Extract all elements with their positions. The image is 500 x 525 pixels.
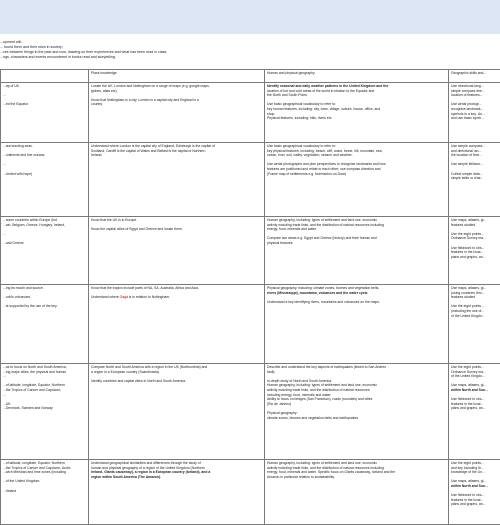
table-cell-col3 [265, 460, 449, 525]
table-cell-col2 [89, 83, 265, 143]
table-cell-col4 [449, 460, 500, 525]
cell-line: ...surrounding seas. [3, 144, 86, 149]
cell-line: features are positioned and relate to each other; use compass direction and [267, 167, 446, 172]
cell-line: energy, food, minerals and water. Specific focus on Giants causeway, Iceland and the [267, 470, 446, 475]
cell-line: (Frame map of settlements e.g. Normanton-on-Soar) [267, 172, 446, 177]
cell-line: Use basic geographical vocabulary to refer to: [267, 102, 446, 107]
cell-line: location of features... [451, 93, 498, 98]
table-row [1, 217, 500, 285]
cell-line: Use the eight points... [451, 304, 498, 309]
cell-line: ... [3, 162, 86, 167]
cell-line: ...of latitude, longitude, Equator, Northern [3, 383, 86, 388]
cell-line: Use the eight points... [451, 365, 498, 370]
table-cell-col2 [89, 364, 265, 460]
cell-line: country. [91, 102, 262, 107]
cell-line: ...ain, Belgium, Greece, Hungary, Ireland, [3, 223, 86, 228]
header-cell-human-physical: Human and physical geography [265, 70, 449, 83]
cell-line: simple compass dire... [451, 89, 498, 94]
table-cell-col2 [89, 460, 265, 525]
cell-line: ... [3, 393, 86, 398]
cell-line: plans and graphs, an... [451, 255, 498, 260]
cell-line: features in the local... [451, 250, 498, 255]
cell-line: Use simple fieldwor... [451, 162, 498, 167]
cell-line: Describe and understand the key aspects of earthquakes (linked to San Andres [267, 365, 446, 370]
table-cell-col4 [449, 285, 500, 364]
header-cell-stage [1, 70, 89, 83]
cell-line: a region in a European country (Scandinavia). [91, 370, 262, 375]
cell-line: Ability to focus on bridges (San Francisco), roads (roundels) and cities [267, 397, 446, 402]
table-cell-col3 [265, 83, 449, 143]
cell-line: Understand where Gaga is in relation to Nottingham. [91, 295, 262, 300]
cell-line: Use aerial photogr... [451, 102, 498, 107]
cell-line: ...ing major cities, the physical and human [3, 370, 86, 375]
cell-line: (Rio de Janeiro) [267, 402, 446, 407]
cell-line: ...ed the Equator. [3, 102, 86, 107]
cell-line: ...Ireland [3, 489, 86, 494]
table-row [1, 285, 500, 364]
cell-line: ...of the United Kingdom. [3, 479, 86, 484]
intro-line: ...ces between things in the past and now, drawing on their experiences and what has been read in class; [0, 50, 500, 55]
cell-line: Use basic geographical vocabulary to refer to: [267, 144, 446, 149]
table-cell-col4 [449, 364, 500, 460]
cell-line: ...ts supported by the use of the key. [3, 304, 86, 309]
cell-line: the North and South Poles. [267, 93, 446, 98]
cell-line: Know the capital cities of Egypt and Greece and locate them. [91, 227, 262, 232]
cell-line: Ordnance Survey ma... [451, 370, 498, 375]
cell-line: within North and Sou... [451, 484, 498, 489]
table-cell-col2 [89, 143, 265, 217]
table-cell-col1 [1, 460, 89, 525]
cell-line: key physical features, including: beach, cliff, coast, forest, hill, mountain, sea, [267, 149, 446, 154]
cell-line: ...wich Meridian and time zones (including [3, 470, 86, 475]
cell-line: Collect simple data... [451, 172, 498, 177]
cell-line: Amazon in particular relation to sustainability. [267, 475, 446, 480]
cell-line: ... [3, 232, 86, 237]
cell-line: Human geography, including: types of settlement and land use, economic [267, 383, 446, 388]
cell-line: features in the local... [451, 498, 498, 503]
cell-line: Ireland- Giants causeway), a region in a European country (Iceland), and a [91, 470, 262, 475]
table-cell-col4 [449, 217, 500, 285]
cell-line: activity including trade links, and the distribution of natural resources including [267, 223, 446, 228]
cell-line: Human geography, including: types of settlement and land use, economic [267, 218, 446, 223]
cell-line: Use fieldwork to obs... [451, 246, 498, 251]
cell-line: knowledge of the Un... [451, 470, 498, 475]
cell-line: physical features. [267, 241, 446, 246]
cell-line: Use maps, atlases, gl... [451, 286, 498, 291]
cell-line: Understand a key identifying rivers, mountains and volcanoes on the maps. [267, 300, 446, 305]
cell-line: Use fieldwork to obs... [451, 397, 498, 402]
cell-line: ... [3, 93, 86, 98]
cell-line: plans and graphs, an... [451, 406, 498, 411]
intro-line: ...ngs, characters and events encountered in books read and storytelling. [0, 55, 500, 60]
table-cell-col4 [449, 143, 500, 217]
cell-line: Use aerial photographs and plan perspectives to recognise landmarks and how [267, 162, 446, 167]
cell-line: Human geography, including: types of settlement and land use, economic [267, 461, 446, 466]
cell-line: within North and Sou... [451, 388, 498, 393]
cell-line: rivers (Mississippi), mountains, volcanoes and the water cycle. [267, 291, 446, 296]
cell-line: Ireland. [91, 153, 262, 158]
cell-line: features studied [451, 295, 498, 300]
cell-line: Use maps, atlases, gl... [451, 383, 498, 388]
cell-line: globes, atlas etc). [91, 89, 262, 94]
cell-line: Physical geography, including: climate zones, biomes and vegetation belts, [267, 286, 446, 291]
cell-line: ... [3, 374, 86, 379]
cell-line: Use directional lang... [451, 84, 498, 89]
cell-line: of the United Kingdo... [451, 314, 498, 319]
cell-line: and use basic symb... [451, 116, 498, 121]
cell-line: features in the local... [451, 402, 498, 407]
cell-line: Know that the tropics include parts of NA, SA, Australia, Africa and Asia. [91, 286, 262, 291]
cell-line: symbols in a key. Us... [451, 112, 498, 117]
table-cell-col1 [1, 285, 89, 364]
cell-line: Ordnance Survey ma... [451, 236, 498, 241]
cell-line: ...the Tropics of Cancer and Capricorn, [3, 388, 86, 393]
cell-line: human and physical geography of a region of the United Kingdom (Northern [91, 466, 262, 471]
cell-line: activity including trade links, and the distribution of natural resources including [267, 466, 446, 471]
cell-line: Scotland, Cardiff is the capital of Wales and Belfast is the capital of Northern [91, 149, 262, 154]
cell-line: region within South America (The Amazon). [91, 475, 262, 480]
table-cell-col1 [1, 143, 89, 217]
cell-line: and key including th... [451, 466, 498, 471]
cell-line: (including the use of... [451, 309, 498, 314]
header-cell-place-knowledge: Place knowledge [89, 70, 265, 83]
table-cell-col4 [449, 83, 500, 143]
intro-line: ... found them and their roles in society; [0, 45, 500, 50]
cell-line: ocean, river, soil, valley, vegetation, season and weather. [267, 153, 446, 158]
table-cell-col3 [265, 217, 449, 285]
cell-line: Use fieldwork to obs... [451, 493, 498, 498]
cell-line: energy, food, minerals and water. [267, 227, 446, 232]
cell-line: Know that Nottingham is a city, London is a capital city and England is a [91, 98, 262, 103]
cell-line: Know that the UK is in Europe. [91, 218, 262, 223]
intro-line: ...opment will: [0, 40, 500, 45]
table-cell-col2 [89, 285, 265, 364]
cell-line: of the United Kingdo... [451, 374, 498, 379]
cell-line: Compare North and South America with a region in the UK (Northumbria) and [91, 365, 262, 370]
cell-line: ...UK [3, 402, 86, 407]
cell-line: Identify countries and capital cities in North and South America. [91, 379, 262, 384]
table-cell-col1 [1, 83, 89, 143]
cell-line: including energy, food, minerals and water. [267, 393, 446, 398]
cell-line: key human features, including: city, town, village, suburb, house, office, and [267, 107, 446, 112]
table-cell-col2 [89, 217, 265, 285]
table-row [1, 143, 500, 217]
cell-line: activity including trade links, and the distribution of natural resources [267, 388, 446, 393]
curriculum-table [0, 69, 500, 525]
table-cell-col3 [265, 285, 449, 364]
cell-line: and directional lan... [451, 149, 498, 154]
cell-line: ...ca to focus on North and South America, [3, 365, 86, 370]
cell-line: Use the eight points... [451, 232, 498, 237]
cell-line: ...ap of UK. [3, 84, 86, 89]
table-row [1, 83, 500, 143]
cell-line: Physical features, including: hills, rivers etc. [267, 116, 446, 121]
table-row [1, 460, 500, 525]
cell-line: Physical geography: [267, 411, 446, 416]
cell-line: Locate the UK, London and Nottingham on a range of maps (e.g. google maps, [91, 84, 262, 89]
cell-line: the location of feat... [451, 153, 498, 158]
cell-line: Understand where London is the capital city of England; Edinburgh is the capital of [91, 144, 262, 149]
cell-line: ...the Tropics of Cancer and Capricorn, Arctic [3, 466, 86, 471]
cell-line: ...ing its mouth and source. [3, 286, 86, 291]
cell-line: recognise landmark... [451, 107, 498, 112]
cell-line: Compare two areas e.g. Egypt and Greece (history) and their human and [267, 236, 446, 241]
header-cell-skills: Geographic skills and... [449, 70, 500, 83]
cell-line: ...of latitude, longitude, Equator, Northern [3, 461, 86, 466]
cell-line: ...Denmark, Sweden and Norway [3, 406, 86, 411]
cell-line: Identify seasonal and daily weather patterns in the United Kingdom and the [267, 84, 446, 89]
table-cell-col1 [1, 217, 89, 285]
cell-line: location of hot and cold areas of the world in relation to the Equator and [267, 89, 446, 94]
cell-line: features studied. [451, 223, 498, 228]
cell-line: plans and graphs, an... [451, 502, 498, 507]
cell-line: Use maps, atlases, gl... [451, 479, 498, 484]
table-cell-col3 [265, 143, 449, 217]
cell-line: fault) [267, 370, 446, 375]
cell-line: Use maps, atlases, gl... [451, 218, 498, 223]
cell-line: Use simple compass... [451, 144, 498, 149]
table-cell-col1 [1, 364, 89, 460]
cell-line: ...ontinents and five oceans. [3, 153, 86, 158]
cell-line: In-depth study of North and South America. [267, 379, 446, 384]
table-row [1, 364, 500, 460]
table-cell-col3 [265, 364, 449, 460]
cell-line: ...some countries within Europe (but [3, 218, 86, 223]
cell-line: ...United with hope) [3, 172, 86, 177]
cell-line: (using countries thro... [451, 291, 498, 296]
header-row [1, 70, 500, 83]
cell-line: Understand geographical similarities and differences through the study of [91, 461, 262, 466]
cell-line: ...and Greece. [3, 241, 86, 246]
cell-line: simple table or char... [451, 176, 498, 181]
header-banner [0, 0, 500, 34]
cell-line: shop. [267, 112, 446, 117]
intro-text [0, 40, 500, 60]
cell-line: Use the eight points... [451, 461, 498, 466]
cell-line: climate zones, biomes and vegetation belts and earthquakes. [267, 416, 446, 421]
cell-line: ...orld's volcanoes. [3, 295, 86, 300]
misspelled-word: Gaga [120, 295, 128, 299]
